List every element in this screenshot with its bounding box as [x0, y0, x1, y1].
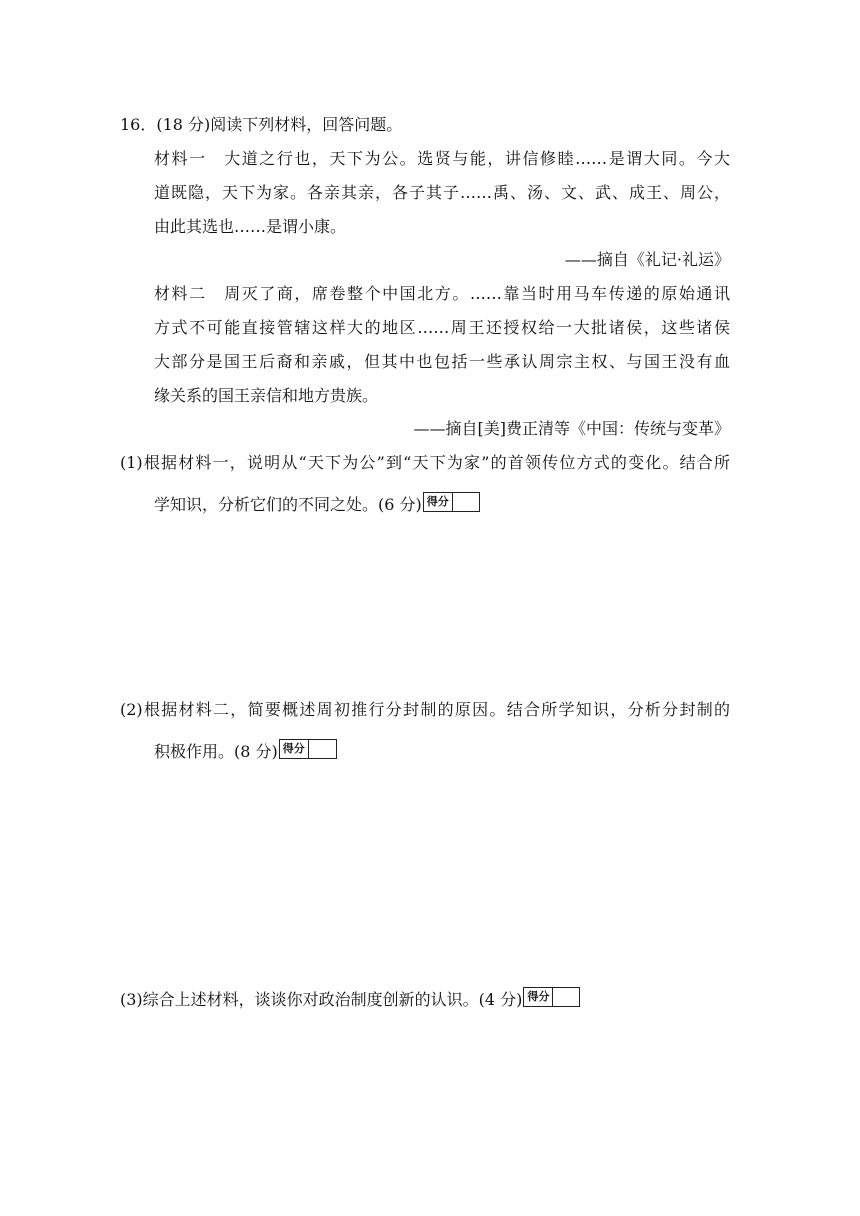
- score-label: 得分: [280, 740, 309, 758]
- sub-question-1-line: [154, 492, 480, 516]
- score-box: [279, 739, 337, 759]
- sub-question-1-line: (1)根据材料一，说明从“天下为公”到“天下为家”的首领传位方式的变化。结合所: [120, 453, 730, 472]
- material-1-line: 道既隐，天下为家。各亲其亲，各子其子……禹、汤、文、武、成王、周公，: [154, 183, 730, 202]
- sub-question-1-text: 学知识，分析它们的不同之处。(6 分): [154, 495, 422, 514]
- material-1-line: 材料一 大道之行也，天下为公。选贤与能，讲信修睦……是谓大同。今大: [154, 149, 730, 168]
- material-1-line: 由此其选也……是谓小康。: [154, 217, 347, 236]
- material-2-line: 大部分是国王后裔和亲戚，但其中也包括一些承认周宗主权、与国王没有血: [154, 352, 730, 371]
- material-2-line: 缘关系的国王亲信和地方贵族。: [154, 386, 379, 405]
- material-1-source: ——摘自《礼记·礼运》: [564, 250, 730, 269]
- score-box: [423, 492, 480, 512]
- sub-question-2-line: [154, 739, 337, 763]
- sub-question-3-text: (3)综合上述材料，谈谈你对政治制度创新的认识。(4 分): [120, 990, 523, 1009]
- question-title: 16．(18 分)阅读下列材料，回答问题。: [120, 115, 403, 134]
- score-label: 得分: [524, 988, 553, 1006]
- sub-question-3-line: [120, 987, 580, 1011]
- score-blank[interactable]: [453, 493, 479, 511]
- material-2-line: 材料二 周灭了商，席卷整个中国北方。……靠当时用马车传递的原始通讯: [154, 284, 730, 303]
- score-blank[interactable]: [553, 988, 579, 1006]
- score-box: [523, 987, 580, 1007]
- material-2-source: ——摘自[美]费正清等《中国：传统与变革》: [413, 419, 730, 438]
- score-blank[interactable]: [309, 740, 336, 758]
- score-label: 得分: [424, 493, 453, 511]
- sub-question-2-line: (2)根据材料二，简要概述周初推行分封制的原因。结合所学知识，分析分封制的: [120, 700, 730, 719]
- sub-question-2-text: 积极作用。(8 分): [154, 742, 278, 761]
- material-2-line: 方式不可能直接管辖这样大的地区……周王还授权给一大批诸侯，这些诸侯: [154, 318, 730, 337]
